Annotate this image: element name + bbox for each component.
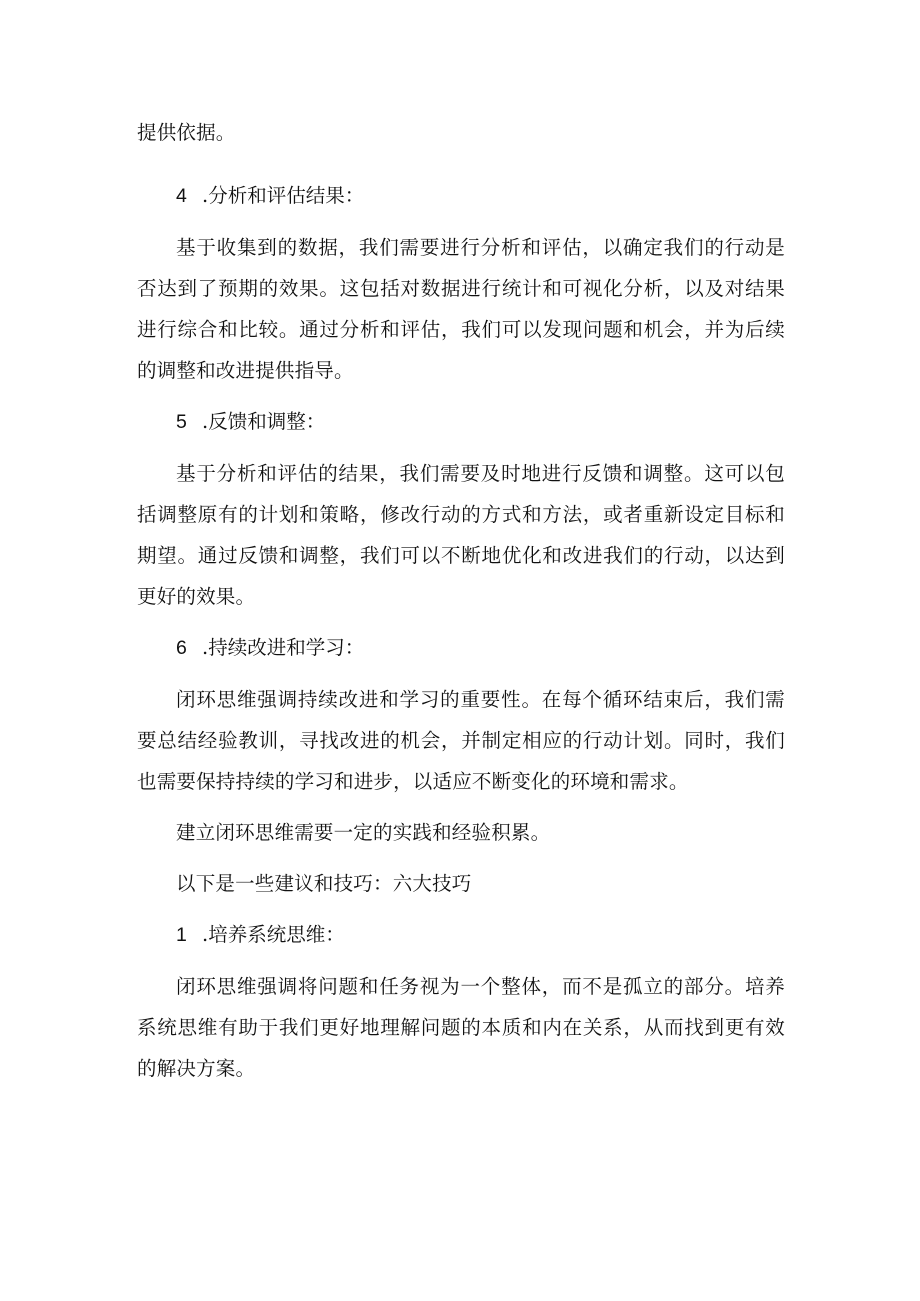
spacer xyxy=(137,443,785,453)
paragraph-practice: 建立闭环思维需要一定的实践和经验积累。 xyxy=(176,821,551,844)
spacer xyxy=(137,617,785,627)
section-number: 6 xyxy=(176,637,187,659)
section-title: .反馈和调整： xyxy=(202,410,326,433)
spacer xyxy=(137,802,785,812)
paragraph-systems-thinking: 闭环思维强调将问题和任务视为一个整体，而不是孤立的部分。培养系统思维有助于我们更好地理解问题的本质和内在关系，从而找到更有效的解决方案。 xyxy=(137,975,785,1080)
section-title: .培养系统思维： xyxy=(202,923,345,946)
section-title: .分析和评估结果： xyxy=(202,184,365,207)
paragraph-improvement: 闭环思维强调持续改进和学习的重要性。在每个循环结束后，我们需要总结经验教训，寻找改进的机会，并制定相应的行动计划。同时，我们也需要保持持续的学习和进步，以适应不断变化的环境和需求。 xyxy=(137,688,785,793)
section-heading-1 xyxy=(137,914,785,956)
paragraph-feedback: 基于分析和评估的结果，我们需要及时地进行反馈和调整。这可以包括调整原有的计划和策略，修改行动的方式和方法，或者重新设定目标和期望。通过反馈和调整，我们可以不断地优化和改进我们的行动，以达到更好的效果。 xyxy=(137,462,785,608)
spacer xyxy=(137,956,785,966)
spacer xyxy=(137,217,785,227)
document-body xyxy=(137,112,785,1089)
paragraph-analysis: 基于收集到的数据，我们需要进行分析和评估，以确定我们的行动是否达到了预期的效果。这包括对数据进行统计和可视化分析，以及对结果进行综合和比较。通过分析和评估，我们可以发现问题和机会，并为后续的调整和改进提供指导。 xyxy=(137,236,785,382)
spacer xyxy=(137,853,785,863)
section-heading-6 xyxy=(137,627,785,669)
section-heading-5 xyxy=(137,401,785,443)
section-number: 5 xyxy=(176,411,187,433)
spacer xyxy=(137,904,785,914)
spacer xyxy=(137,153,785,175)
section-title: .持续改进和学习： xyxy=(202,636,365,659)
section-heading-4 xyxy=(137,175,785,217)
spacer xyxy=(137,669,785,679)
paragraph-tips-intro: 以下是一些建议和技巧：六大技巧 xyxy=(176,872,472,895)
section-number: 1 xyxy=(176,924,187,946)
spacer xyxy=(137,391,785,401)
paragraph-continuation: 提供依据。 xyxy=(137,121,236,144)
section-number: 4 xyxy=(176,185,187,207)
